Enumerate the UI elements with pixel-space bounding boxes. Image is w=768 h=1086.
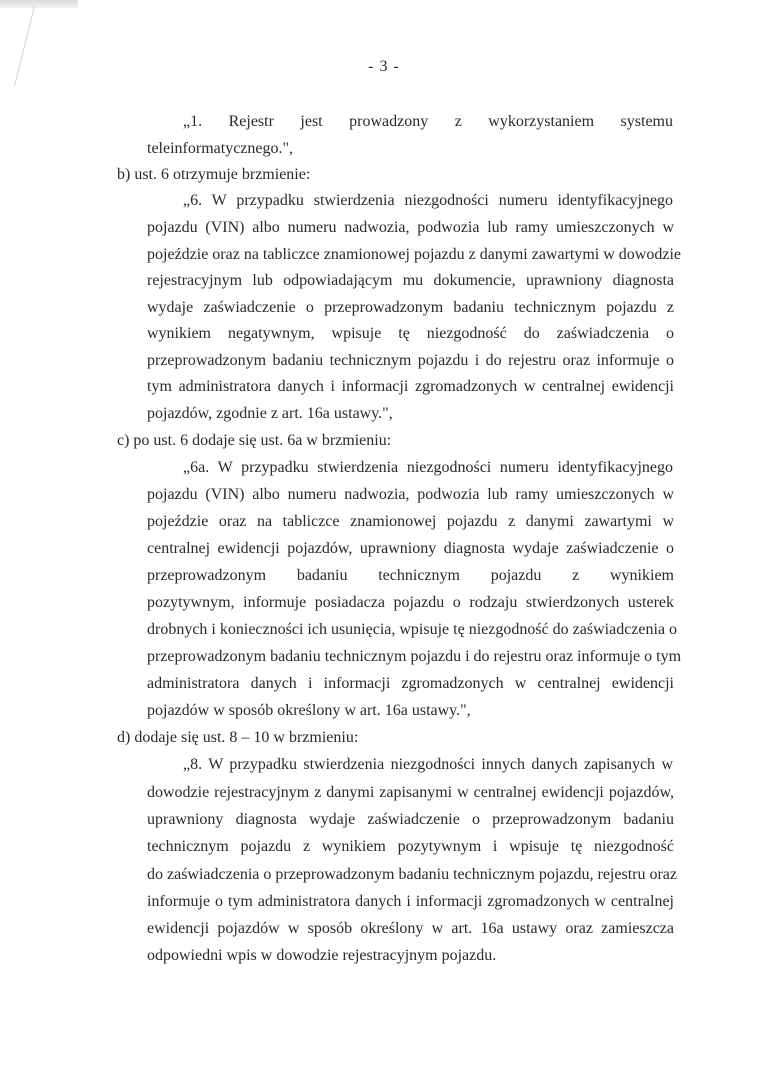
- quote-line: przeprowadzonym badaniu technicznym pojazdu i do rejestru oraz informuje o tym: [147, 648, 682, 665]
- quote-line: pozytywnym, informuje posiadacza pojazdu o rodzaju stwierdzonych usterek: [147, 594, 674, 611]
- quote-line: uprawniony diagnosta wydaje zaświadczenie o przeprowadzonym badaniu: [147, 811, 674, 828]
- quote-line: technicznym pojazdu z wynikiem pozytywnym i wpisuje tę niezgodność: [147, 838, 674, 855]
- quote-line: przeprowadzonym badaniu technicznym pojazdu i do rejestru oraz informuje o: [147, 352, 674, 369]
- quote-line: dowodzie rejestracyjnym z danymi zapisanymi w centralnej ewidencji pojazdów,: [147, 784, 674, 801]
- quote-line: pojeździe oraz na tabliczce znamionowej pojazdu z danymi zawartymi w: [147, 513, 674, 530]
- page-number: - 3 -: [368, 58, 400, 75]
- quote-line: rejestracyjnym lub odpowiadającym mu dokumencie, uprawniony diagnosta: [147, 272, 674, 289]
- quote-line: przeprowadzonym badaniu technicznym pojazdu z wynikiem: [147, 567, 674, 584]
- quote-line: „1. Rejestr jest prowadzony z wykorzystaniem systemu: [183, 113, 673, 130]
- quote-line: do zaświadczenia o przeprowadzonym badaniu technicznym pojazdu, rejestru oraz: [147, 866, 677, 883]
- quote-line: pojazdu (VIN) albo numeru nadwozia, podwozia lub ramy umieszczonych w: [147, 219, 674, 236]
- quote-line: administratora danych i informacji zgromadzonych w centralnej ewidencji: [147, 675, 674, 692]
- list-item-b: b) ust. 6 otrzymuje brzmienie:: [117, 166, 311, 183]
- quote-line: informuje o tym administratora danych i informacji zgromadzonych w centralnej: [147, 893, 674, 910]
- list-item-c: c) po ust. 6 dodaje się ust. 6a w brzmieniu:: [117, 432, 392, 449]
- quote-line: odpowiedni wpis w dowodzie rejestracyjnym pojazdu.: [147, 947, 497, 964]
- quote-line: centralnej ewidencji pojazdów, uprawniony diagnosta wydaje zaświadczenie o: [147, 540, 674, 557]
- quote-line: wynikiem negatywnym, wpisuje tę niezgodność do zaświadczenia o: [147, 325, 674, 342]
- quote-line: teleinformatycznego.",: [147, 140, 294, 157]
- quote-line: pojeździe oraz na tabliczce znamionowej pojazdu z danymi zawartymi w dowodzie: [147, 246, 681, 263]
- quote-line: drobnych i konieczności ich usunięcia, wpisuje tę niezgodność do zaświadczenia o: [147, 621, 678, 638]
- quote-line: pojazdu (VIN) albo numeru nadwozia, podwozia lub ramy umieszczonych w: [147, 486, 674, 503]
- quote-line: „6. W przypadku stwierdzenia niezgodności numeru identyfikacyjnego: [183, 192, 673, 209]
- quote-line: ewidencji pojazdów w sposób określony w art. 16a ustawy oraz zamieszcza: [147, 920, 674, 937]
- quote-line: wydaje zaświadczenie o przeprowadzonym badaniu technicznym pojazdu z: [147, 299, 674, 316]
- scan-edge-top: [0, 0, 78, 8]
- quote-line: „6a. W przypadku stwierdzenia niezgodności numeru identyfikacyjnego: [183, 459, 673, 476]
- quote-line: pojazdów, zgodnie z art. 16a ustawy.",: [147, 405, 393, 422]
- quote-line: pojazdów w sposób określony w art. 16a ustawy.",: [147, 702, 471, 719]
- quote-line: tym administratora danych i informacji zgromadzonych w centralnej ewidencji: [147, 378, 674, 395]
- quote-line: „8. W przypadku stwierdzenia niezgodności innych danych zapisanych w: [183, 756, 673, 773]
- list-item-d: d) dodaje się ust. 8 – 10 w brzmieniu:: [117, 729, 359, 746]
